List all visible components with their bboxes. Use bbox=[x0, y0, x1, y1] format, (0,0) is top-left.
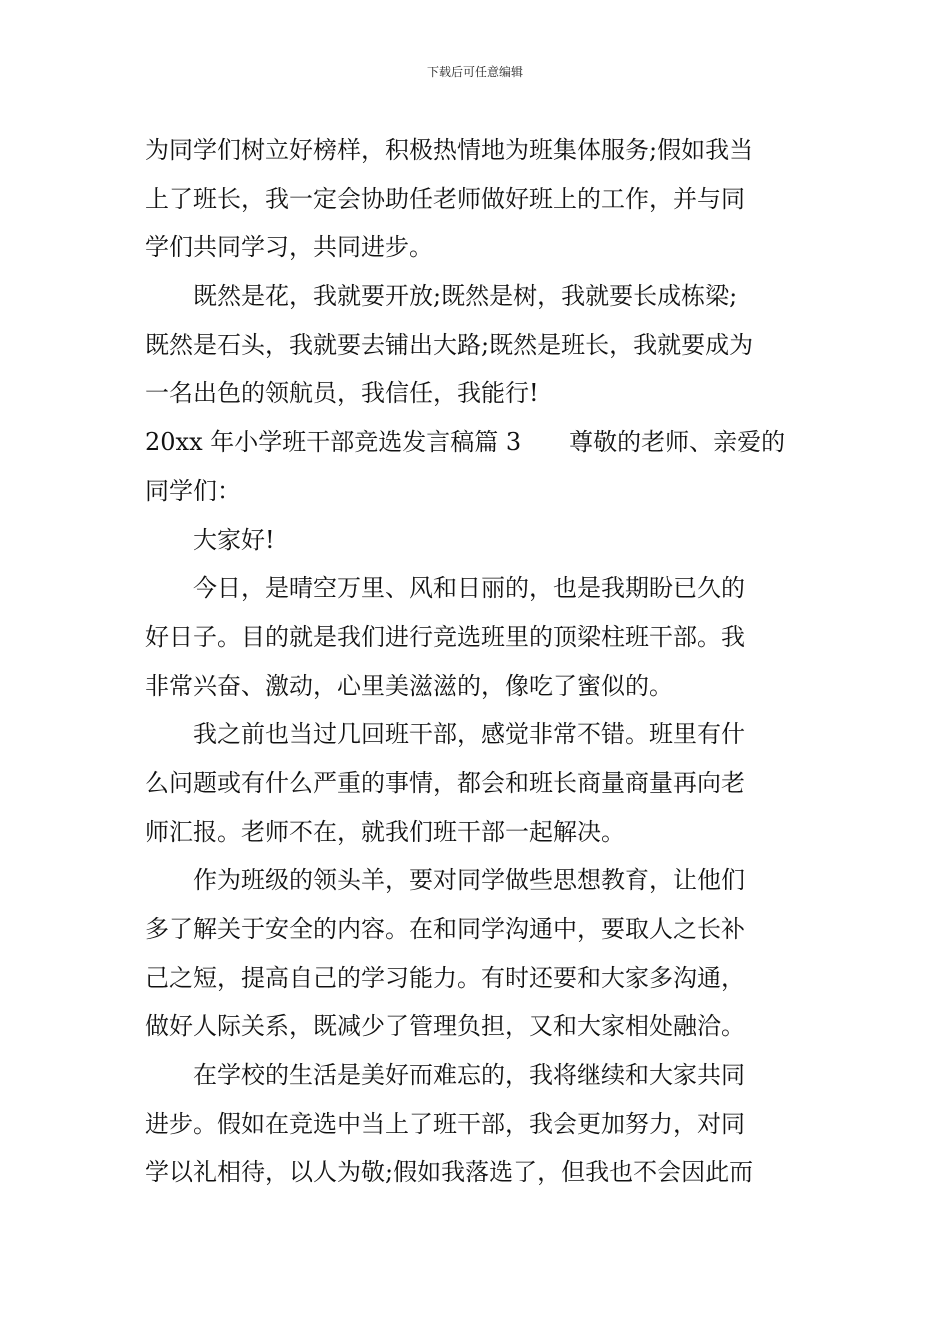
line-text: 大家好! bbox=[193, 525, 275, 554]
text-line bbox=[145, 954, 805, 1003]
text-line bbox=[145, 759, 805, 808]
line-text: 作为班级的领头羊，要对同学做些思想教育，让他们 bbox=[193, 866, 745, 895]
line-text: 既然是花，我就要开放;既然是树，我就要长成栋梁; bbox=[193, 282, 738, 311]
text-line bbox=[145, 223, 805, 272]
text-line bbox=[145, 1148, 805, 1197]
line-text: 己之短，提高自己的学习能力。有时还要和大家多沟通， bbox=[145, 963, 745, 992]
line-text: 为同学们树立好榜样，积极热情地为班集体服务;假如我当 bbox=[145, 136, 754, 164]
line-text: 我之前也当过几回班干部，感觉非常不错。班里有什 bbox=[193, 720, 745, 749]
line-text: 上了班长，我一定会协助任老师做好班上的工作，并与同 bbox=[145, 184, 745, 213]
text-line bbox=[145, 856, 805, 905]
text-line bbox=[145, 1051, 805, 1100]
line-text: 么问题或有什么严重的事情，都会和班长商量商量再向老 bbox=[145, 768, 745, 797]
text-line bbox=[145, 516, 805, 565]
line-text: 好日子。目的就是我们进行竞选班里的顶梁柱班干部。我 bbox=[145, 622, 745, 651]
text-line bbox=[145, 564, 805, 613]
text-line bbox=[145, 467, 805, 516]
salutation-start: 尊敬的老师、亲爱的 bbox=[569, 428, 786, 457]
line-text: 学以礼相待，以人为敬;假如我落选了，但我也不会因此而 bbox=[145, 1158, 754, 1187]
line-text: 一名出色的领航员，我信任，我能行! bbox=[145, 379, 539, 408]
line-text: 做好人际关系，既减少了管理负担，又和大家相处融洽。 bbox=[145, 1012, 745, 1041]
text-line bbox=[145, 321, 805, 370]
text-line bbox=[145, 1100, 805, 1149]
text-line bbox=[145, 272, 805, 321]
document-body bbox=[145, 126, 805, 1197]
text-line bbox=[145, 710, 805, 759]
line-text: 非常兴奋、激动，心里美滋滋的，像吃了蜜似的。 bbox=[145, 671, 673, 700]
line-text: 师汇报。老师不在，就我们班干部一起解决。 bbox=[145, 817, 625, 846]
line-text: 既然是石头，我就要去铺出大路;既然是班长，我就要成为 bbox=[145, 330, 754, 359]
line-text: 今日，是晴空万里、风和日丽的，也是我期盼已久的 bbox=[193, 574, 745, 603]
text-line bbox=[145, 175, 805, 224]
line-text: 同学们： bbox=[145, 476, 241, 505]
line-text: 多了解关于安全的内容。在和同学沟通中，要取人之长补 bbox=[145, 915, 745, 943]
line-text: 学们共同学习，共同进步。 bbox=[145, 233, 433, 262]
section-title: 20xx 年小学班干部竞选发言稿篇 3 bbox=[145, 428, 522, 457]
line-text: 进步。假如在竞选中当上了班干部，我会更加努力，对同 bbox=[145, 1109, 745, 1138]
line-text: 在学校的生活是美好而难忘的，我将继续和大家共同 bbox=[193, 1061, 745, 1090]
text-line bbox=[145, 613, 805, 662]
section-title-line bbox=[145, 418, 805, 467]
text-line bbox=[145, 662, 805, 711]
text-line bbox=[145, 1002, 805, 1051]
text-line bbox=[145, 369, 805, 418]
text-line bbox=[145, 808, 805, 857]
text-line bbox=[145, 905, 805, 954]
text-line bbox=[145, 126, 805, 175]
page-header: 下载后可任意编辑 bbox=[426, 65, 523, 79]
